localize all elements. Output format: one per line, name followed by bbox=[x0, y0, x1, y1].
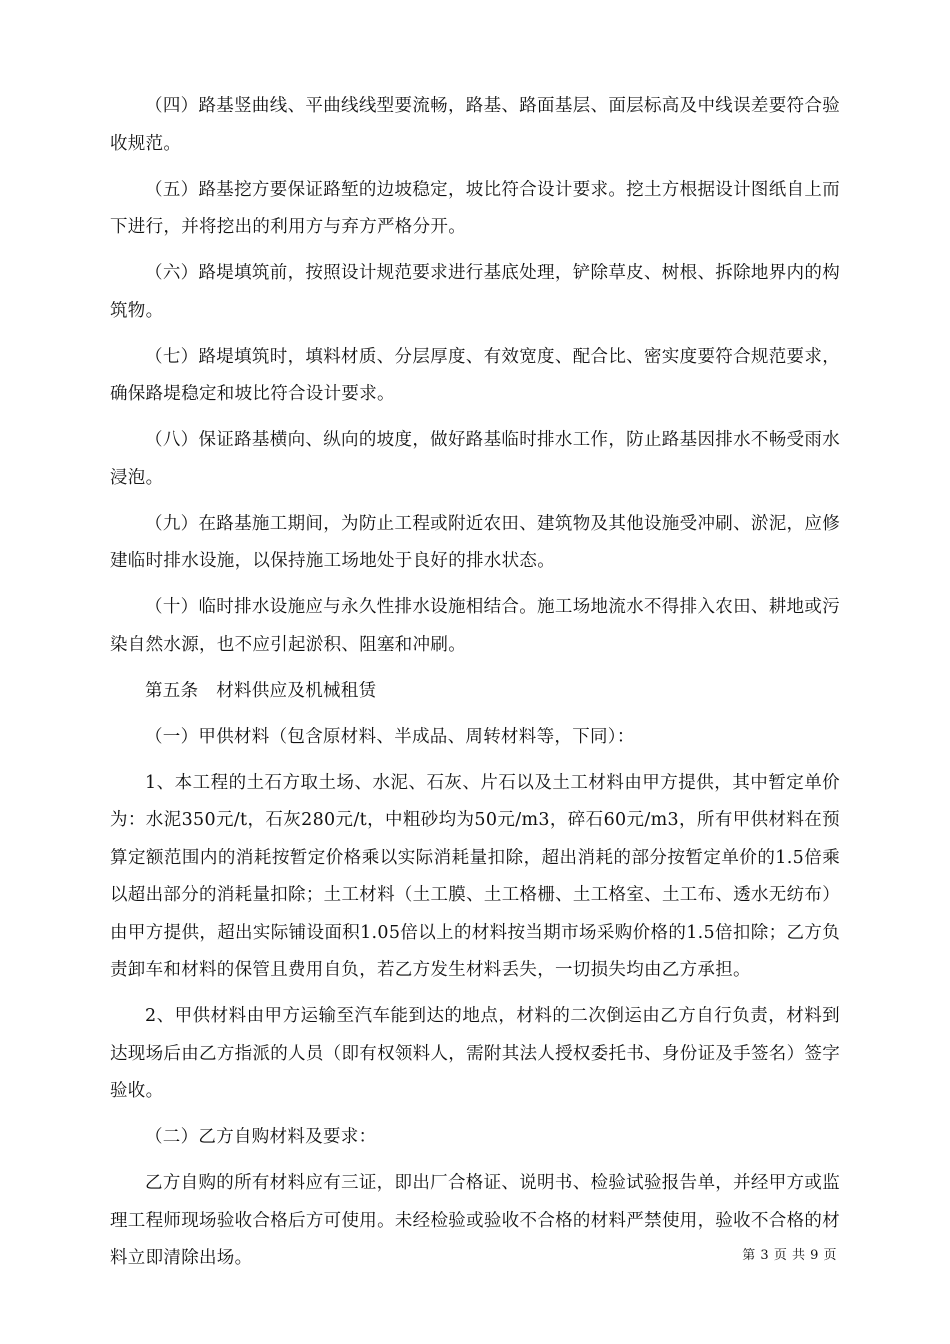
subheading-owner-supplied-materials: （一）甲供材料（包含原材料、半成品、周转材料等，下同）： bbox=[145, 726, 635, 747]
paragraph-clause-10: （十）临时排水设施应与永久性排水设施相结合。施工场地流水不得排入农田、耕地或污染自然水源，也不应引起淤积、阻塞和冲刷。 bbox=[110, 597, 840, 655]
paragraph-item-2: 2、甲供材料由甲方运输至汽车能到达的地点，材料的二次倒运由乙方自行负责，材料到达现场后由乙方指派的人员（即有权领料人，需附其法人授权委托书、身份证及手签名）签字验收。 bbox=[110, 1006, 840, 1101]
page-number: 第 3 页 共 9 页 bbox=[742, 1248, 837, 1263]
paragraph-clause-5: （五）路基挖方要保证路堑的边坡稳定，坡比符合设计要求。挖土方根据设计图纸自上而下进行，并将挖出的利用方与弃方严格分开。 bbox=[110, 179, 840, 237]
paragraph-material-requirements: 乙方自购的所有材料应有三证，即出厂合格证、说明书、检验试验报告单，并经甲方或监理工程师现场验收合格后方可使用。未经检验或验收不合格的材料严禁使用，验收不合格的材料立即清除出场。 bbox=[110, 1173, 840, 1268]
paragraph-clause-4: （四）路基竖曲线、平曲线线型要流畅，路基、路面基层、面层标高及中线误差要符合验收规范。 bbox=[110, 96, 840, 154]
document-body bbox=[110, 88, 840, 1286]
paragraph-item-1: 1、本工程的土石方取土场、水泥、石灰、片石以及土工材料由甲方提供，其中暂定单价为：水泥350元/t，石灰280元/t，中粗砂均为50元/m3，碎石60元/m3，所有甲供材料在预算定额范围内的消耗按暂定价格乘以实际消耗量扣除，超出消耗的部分按暂定单价的1.5倍乘以超出部分的消耗量扣除；土工材料（土工膜、土工格栅、土工格室、土工布、透水无纺布）由甲方提供，超出实际铺设面积1.05倍以上的材料按当期市场采购价格的1.5倍扣除；乙方负责卸车和材料的保管且费用自负，若乙方发生材料丢失，一切损失均由乙方承担。 bbox=[110, 772, 840, 980]
paragraph-clause-7: （七）路堤填筑时，填料材质、分层厚度、有效宽度、配合比、密实度要符合规范要求，确保路堤稳定和坡比符合设计要求。 bbox=[110, 346, 840, 404]
paragraph-clause-6: （六）路堤填筑前，按照设计规范要求进行基底处理，铲除草皮、树根、拆除地界内的构筑物。 bbox=[110, 263, 840, 321]
paragraph-clause-9: （九）在路基施工期间，为防止工程或附近农田、建筑物及其他设施受冲刷、淤泥，应修建临时排水设施，以保持施工场地处于良好的排水状态。 bbox=[110, 513, 840, 571]
subheading-contractor-purchased-materials: （二）乙方自购材料及要求： bbox=[145, 1127, 377, 1147]
section-heading-article-5: 第五条 材料供应及机械租赁 bbox=[145, 680, 377, 701]
paragraph-clause-8: （八）保证路基横向、纵向的坡度，做好路基临时排水工作，防止路基因排水不畅受雨水浸泡。 bbox=[110, 430, 840, 488]
